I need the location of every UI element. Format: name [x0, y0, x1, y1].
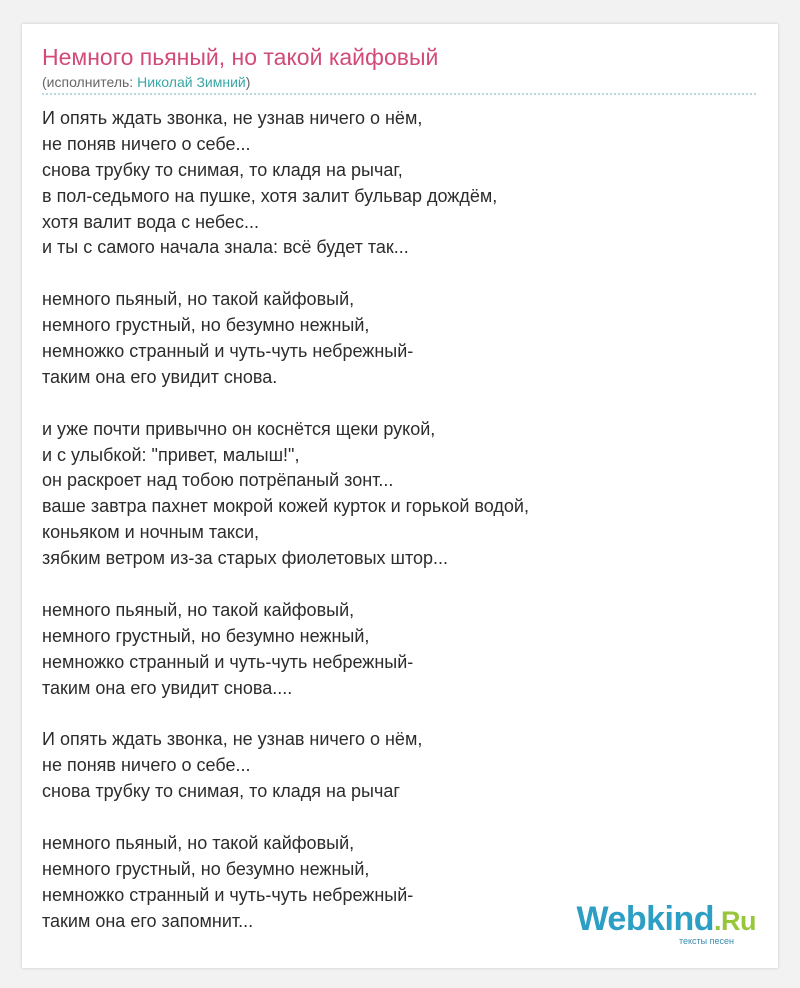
lyric-line: и уже почти привычно он коснётся щеки рукой,	[42, 418, 436, 439]
lyric-line: не поняв ничего о себе...	[42, 755, 251, 776]
stanza-gap	[42, 391, 762, 417]
logo-tld: .Ru	[714, 906, 756, 936]
lyric-line: немного пьяный, но такой кайфовый,	[42, 289, 355, 310]
lyric-line: зябким ветром из-за старых фиолетовых штор...	[42, 548, 449, 569]
webkind-logo[interactable]	[576, 902, 756, 946]
title-divider	[42, 93, 756, 95]
stanza-gap	[42, 701, 762, 727]
lyric-line: ваше завтра пахнет мокрой кожей курток и горькой водой,	[42, 496, 529, 517]
stanza-gap	[42, 805, 762, 831]
lyric-line: снова трубку то снимая, то кладя на рычаг,	[42, 159, 403, 180]
lyric-line: немного грустный, но безумно нежный,	[42, 625, 370, 646]
lyric-line: не поняв ничего о себе...	[42, 133, 251, 154]
lyric-line: немного пьяный, но такой кайфовый,	[42, 832, 355, 853]
song-title: Немного пьяный, но такой кайфовый	[42, 44, 439, 70]
lyric-line: коньяком и ночным такси,	[42, 522, 260, 543]
lyrics-text	[42, 106, 762, 935]
artist-line	[42, 74, 250, 90]
lyric-line: И опять ждать звонка, не узнав ничего о нём,	[42, 729, 423, 750]
lyric-line: немного грустный, но безумно нежный,	[42, 315, 370, 336]
lyric-line: и с улыбкой: "привет, малыш!",	[42, 444, 300, 465]
logo-brand: Webkind	[576, 900, 714, 938]
lyric-line: и ты с самого начала знала: всё будет так...	[42, 237, 409, 258]
stanza-gap	[42, 261, 762, 287]
artist-link[interactable]: Николай Зимний	[137, 74, 246, 90]
logo-tagline: тексты песен	[678, 936, 734, 946]
lyric-line: немножко странный и чуть-чуть небрежный-	[42, 341, 414, 362]
artist-suffix: )	[245, 74, 251, 90]
lyric-line: немножко странный и чуть-чуть небрежный-	[42, 651, 414, 672]
lyric-line: таким она его увидит снова....	[42, 677, 293, 698]
lyric-line: таким она его увидит снова.	[42, 366, 278, 387]
lyric-line: он раскроет над тобою потрёпаный зонт...	[42, 470, 394, 491]
artist-prefix: (исполнитель:	[42, 74, 138, 90]
stanza-gap	[42, 572, 762, 598]
lyric-line: таким она его запомнит...	[42, 910, 254, 931]
lyric-line: в пол-седьмого на пушке, хотя залит бульвар дождём,	[42, 185, 498, 206]
lyric-line: И опять ждать звонка, не узнав ничего о нём,	[42, 108, 423, 128]
lyric-line: снова трубку то снимая, то кладя на рычаг	[42, 781, 400, 802]
logo-wordmark	[576, 902, 756, 938]
lyric-line: немного грустный, но безумно нежный,	[42, 858, 370, 879]
lyric-line: немножко странный и чуть-чуть небрежный-	[42, 884, 414, 905]
lyric-line: немного пьяный, но такой кайфовый,	[42, 599, 355, 620]
lyric-line: хотя валит вода с небес...	[42, 211, 259, 232]
lyrics-card	[22, 24, 778, 968]
